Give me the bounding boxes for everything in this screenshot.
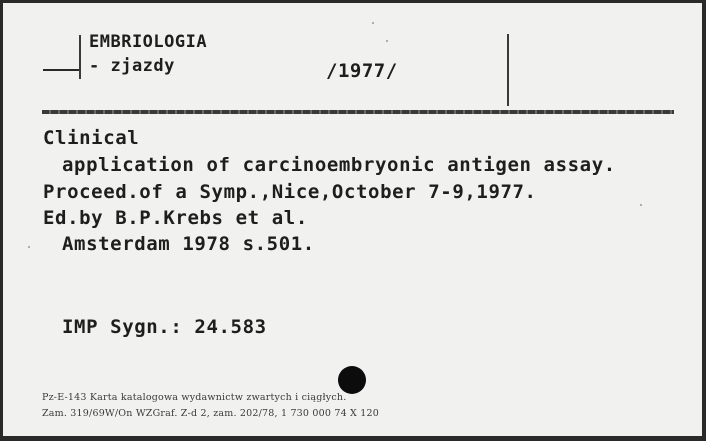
subdivision-dash (43, 69, 79, 71)
header-separator (42, 110, 674, 114)
entry-proceedings: Proceed.of a Symp.,Nice,October 7-9,1977. (43, 181, 537, 203)
entry-imprint: Amsterdam 1978 s.501. (62, 233, 315, 255)
dust-speck (28, 246, 30, 248)
entry-editors: Ed.by B.P.Krebs et al. (43, 207, 308, 229)
card-border-right (702, 0, 706, 441)
dust-speck (640, 204, 642, 206)
footer-form-line: Pz-E-143 Karta katalogowa wydawnictw zwartych i ciągłych. (42, 392, 347, 403)
header-right-divider (507, 34, 509, 106)
card-border-left (0, 0, 3, 441)
subject-heading: EMBRIOLOGIA (89, 32, 208, 52)
entry-title-line1: Clinical (43, 127, 140, 149)
card-border-bottom (0, 436, 706, 441)
year-label: /1977/ (326, 60, 398, 82)
punch-hole (338, 366, 366, 394)
entry-title-line2: application of carcinoembryonic antigen assay. (62, 154, 616, 176)
shelfmark: IMP Sygn.: 24.583 (62, 316, 267, 338)
dust-speck (386, 40, 388, 42)
subject-subdivision: - zjazdy (89, 56, 175, 76)
header-left-divider (79, 35, 81, 79)
card-border-top (0, 0, 706, 3)
footer-print-line: Zam. 319/69W/On WZGraf. Z-d 2, zam. 202/78, 1 730 000 74 X 120 (42, 408, 379, 419)
dust-speck (372, 22, 374, 24)
